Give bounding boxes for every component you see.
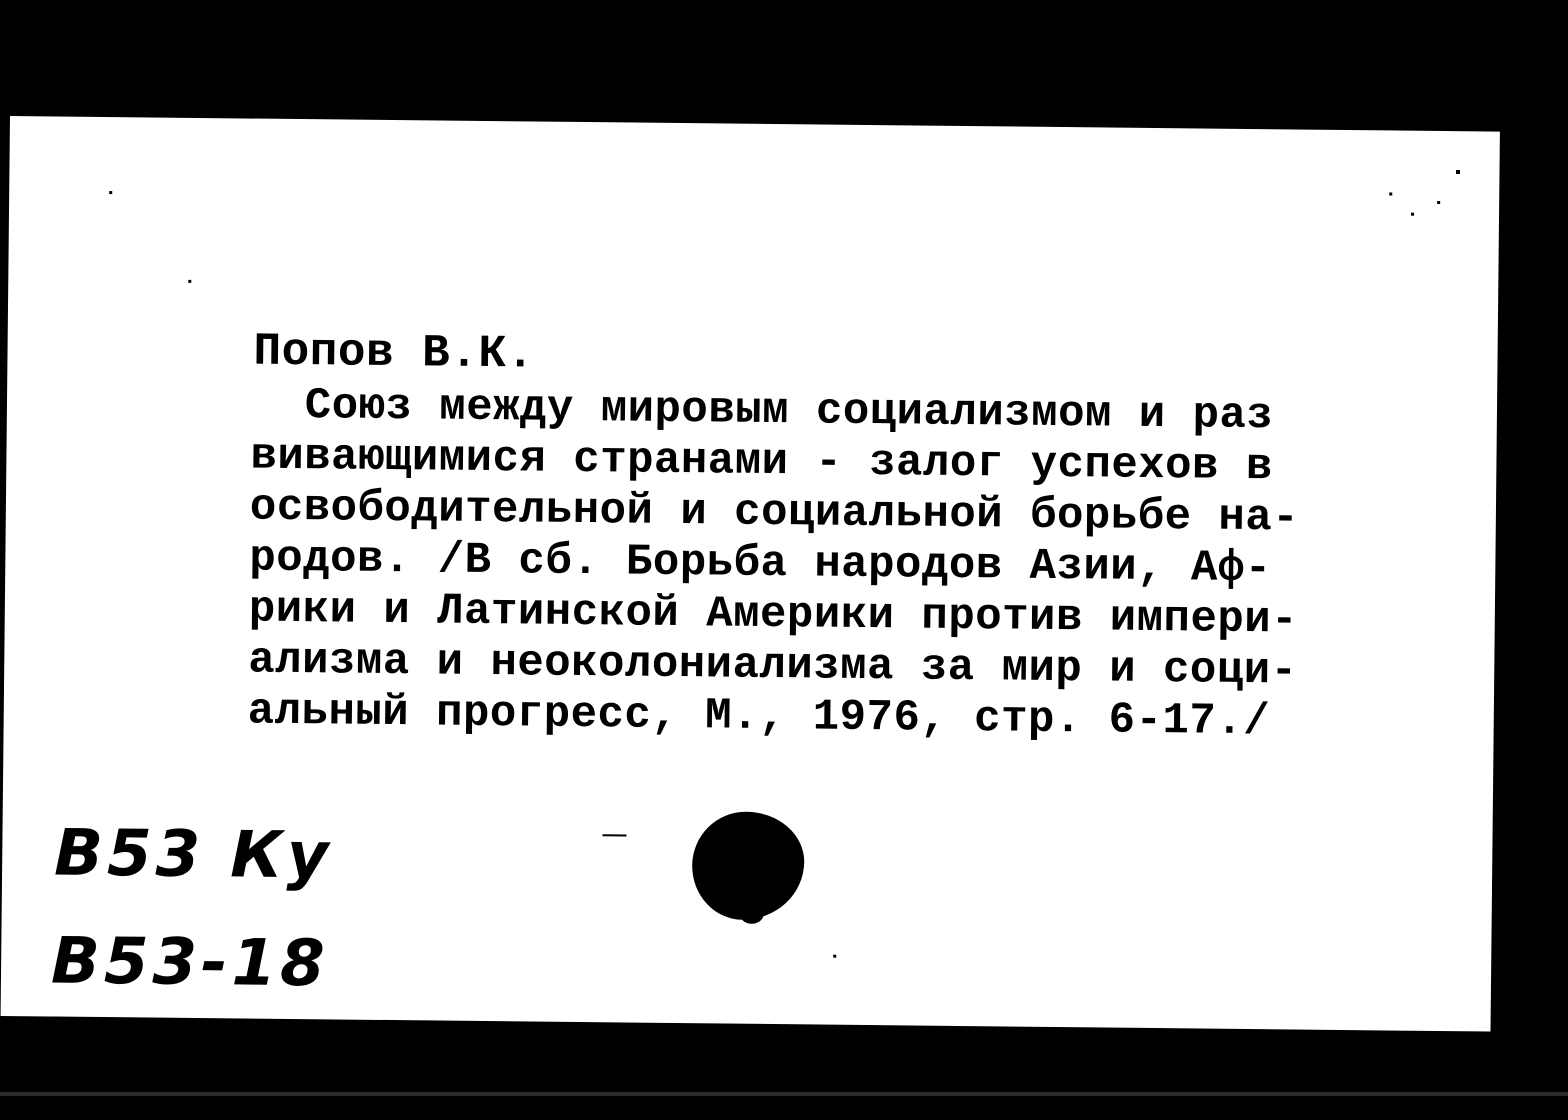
scan-speck [109, 191, 112, 194]
author-name: Попов В.К. [253, 325, 535, 381]
scan-speck [1456, 170, 1460, 174]
scan-speck [385, 71, 393, 79]
entry-line-2: вивающимися странами - залог успехов в [250, 431, 1274, 493]
scan-speck [188, 280, 191, 283]
entry-line-4: родов. /В сб. Борьба народов Азии, Аф- [249, 533, 1272, 595]
scan-speck [1437, 201, 1440, 204]
scan-speck [833, 955, 836, 958]
scan-speck [602, 834, 626, 836]
handwritten-shelfmark-1: В53 Ку [53, 816, 333, 894]
scan-speck [1389, 192, 1392, 195]
entry-line-1: Союз между мировым социализмом и раз [250, 380, 1274, 442]
entry-line-3: освободительной и социальной борьбе на- [249, 482, 1300, 544]
entry-line-7: альный прогресс, М., 1976, стр. 6-17./ [247, 686, 1271, 748]
entry-line-6: ализма и неоколониализма за мир и соци- [248, 635, 1298, 697]
catalog-card [1, 116, 1500, 1032]
handwritten-shelfmark-2: В53-18 [50, 924, 329, 1002]
scan-edge-line [0, 1092, 1568, 1096]
bibliographic-entry [248, 381, 1301, 749]
scan-speck [1411, 213, 1414, 216]
entry-line-5: рики и Латинской Америки против импери- [248, 584, 1299, 646]
card-punch-hole-notch [740, 904, 764, 924]
